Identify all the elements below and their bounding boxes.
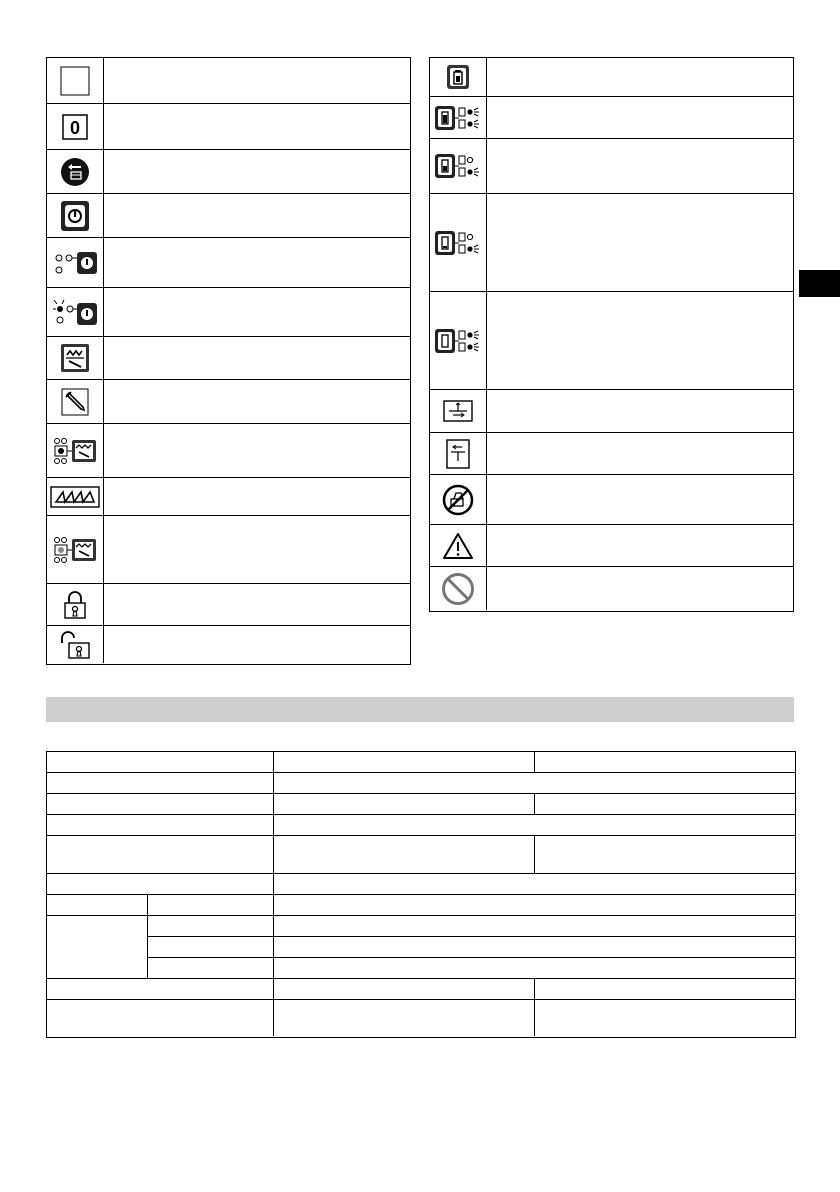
symbol-row <box>47 477 410 515</box>
spec-cell <box>47 836 274 874</box>
contact-mode-icon <box>47 337 104 379</box>
symbol-row <box>47 149 410 193</box>
symbol-description <box>487 475 793 524</box>
symbol-description <box>487 97 793 138</box>
symbol-row <box>47 625 410 663</box>
symbol-row <box>430 291 793 389</box>
symbol-description <box>487 58 793 96</box>
spec-cell <box>274 895 795 916</box>
zero-key-icon <box>47 104 104 149</box>
symbol-row <box>47 58 410 103</box>
symbol-description <box>104 626 410 663</box>
lock-closed-icon <box>47 584 104 625</box>
no-dry-fire-icon <box>430 475 487 524</box>
spec-cell <box>274 979 535 1000</box>
lock-open-icon <box>47 626 104 663</box>
spec-cell <box>274 916 795 937</box>
symbol-row <box>47 379 410 423</box>
spec-cell <box>535 836 795 874</box>
symbol-description <box>104 424 410 477</box>
spec-cell <box>148 895 274 916</box>
symbol-row <box>47 287 410 336</box>
symbol-description <box>487 433 793 474</box>
spec-cell <box>274 1000 535 1036</box>
symbol-row <box>430 389 793 432</box>
symbol-description <box>104 584 410 625</box>
spec-cell <box>535 979 795 1000</box>
section-heading <box>46 697 794 705</box>
symbol-description <box>487 390 793 432</box>
svg-text:0: 0 <box>69 117 81 138</box>
symbol-row <box>47 583 410 625</box>
prohibited-icon <box>430 567 487 610</box>
spec-cell <box>274 937 795 958</box>
spec-cell <box>148 958 274 979</box>
symbol-description <box>487 567 793 610</box>
symbol-description <box>104 478 410 515</box>
spec-cell <box>535 1000 795 1036</box>
spec-cell <box>47 752 274 773</box>
symbol-description <box>487 525 793 566</box>
battery-icon <box>430 58 487 96</box>
symbol-description <box>104 380 410 423</box>
symbol-row <box>47 103 410 149</box>
depth-adjust-shallower-icon <box>430 433 487 474</box>
symbol-row <box>47 515 410 583</box>
symbol-row <box>47 336 410 379</box>
symbol-row <box>430 524 793 566</box>
spec-cell <box>274 815 795 836</box>
spec-cell <box>47 916 148 979</box>
symbol-row <box>430 432 793 474</box>
symbol-description <box>487 292 793 389</box>
spec-cell <box>274 752 535 773</box>
spec-cell <box>47 979 274 1000</box>
symbol-description <box>104 58 410 103</box>
spec-cell <box>148 937 274 958</box>
symbol-description <box>104 516 410 583</box>
symbol-description <box>487 194 793 291</box>
spec-cell <box>535 752 795 773</box>
spec-cell <box>47 1000 274 1036</box>
mode-led-indicator-alt-icon <box>47 516 104 583</box>
left-symbol-table <box>46 57 411 665</box>
language-tab-marker <box>799 270 840 297</box>
symbol-description <box>104 288 410 336</box>
spec-cell <box>535 794 795 815</box>
power-leds-blinking-icon <box>47 288 104 336</box>
battery-leds-half-icon <box>430 139 487 193</box>
symbol-description <box>487 139 793 193</box>
battery-leds-blinking-icon <box>430 292 487 389</box>
symbol-row <box>47 237 410 287</box>
spec-cell <box>47 794 274 815</box>
symbol-description <box>104 104 410 149</box>
nail-icon <box>47 380 104 423</box>
symbol-row <box>430 58 793 96</box>
symbol-description <box>104 337 410 379</box>
spec-cell <box>274 958 795 979</box>
warning-triangle-icon <box>430 525 487 566</box>
spec-cell <box>274 874 795 895</box>
spec-cell <box>47 874 274 895</box>
symbol-row <box>430 193 793 291</box>
spec-cell <box>148 916 274 937</box>
symbol-description <box>104 194 410 237</box>
symbol-row <box>430 474 793 524</box>
return-to-folder-icon <box>47 150 104 193</box>
symbol-row <box>430 138 793 193</box>
power-leds-off-icon <box>47 238 104 287</box>
spec-cell <box>47 773 274 794</box>
blank-square-icon <box>47 58 104 103</box>
symbol-row <box>430 96 793 138</box>
symbol-row <box>47 423 410 477</box>
spec-cell <box>274 773 795 794</box>
sequential-mode-icon <box>47 478 104 515</box>
symbol-row <box>47 193 410 237</box>
spec-cell <box>47 895 148 916</box>
battery-leds-low-icon <box>430 194 487 291</box>
spec-cell <box>274 836 535 874</box>
mode-led-indicator-icon <box>47 424 104 477</box>
power-button-icon <box>47 194 104 237</box>
depth-adjust-deeper-icon <box>430 390 487 432</box>
battery-leds-full-icon <box>430 97 487 138</box>
section-heading-bar <box>46 697 794 722</box>
spec-cell <box>274 794 535 815</box>
symbol-description <box>104 150 410 193</box>
spec-cell <box>47 815 274 836</box>
right-symbol-table <box>429 57 794 612</box>
specifications-table <box>46 751 796 1038</box>
symbol-row <box>430 566 793 610</box>
symbol-description <box>104 238 410 287</box>
